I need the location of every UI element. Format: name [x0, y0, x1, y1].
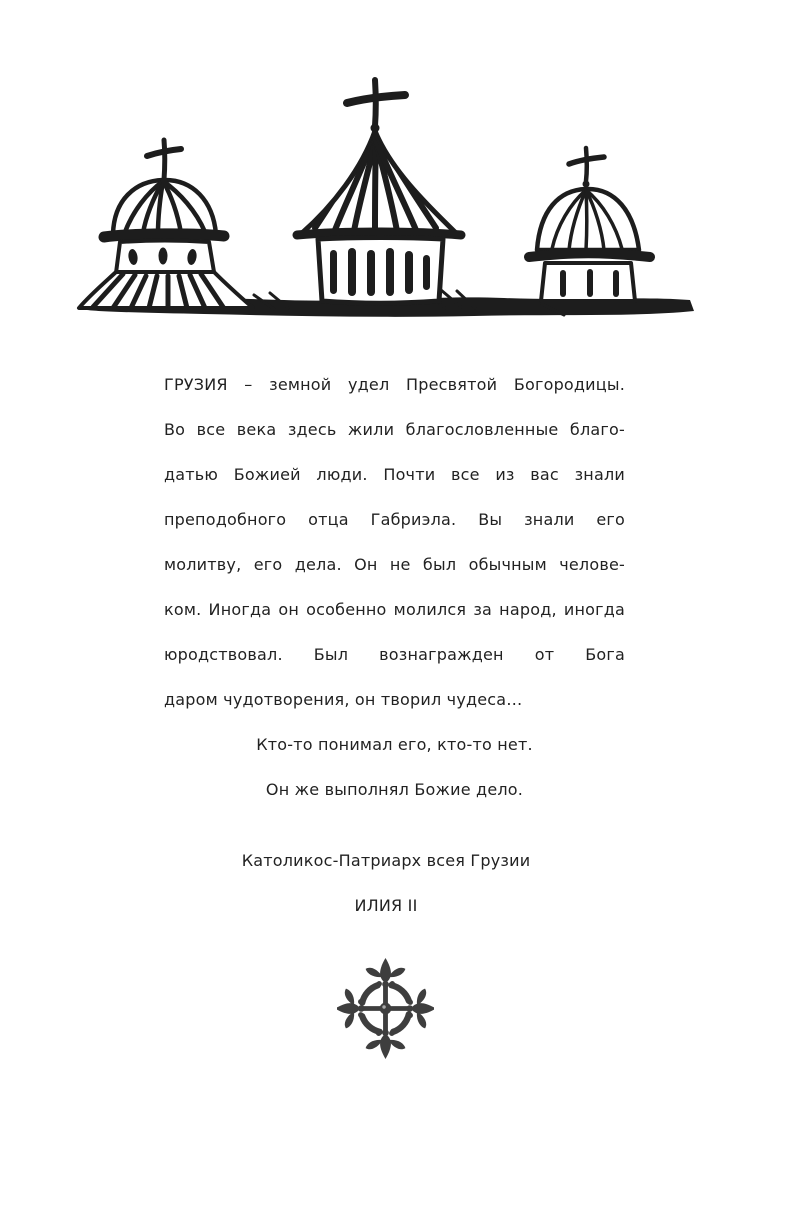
center-dome-cross-icon: [347, 80, 405, 126]
epigraph-line: Во все века здесь жили благословленные благо-: [164, 420, 625, 439]
epigraph-text: [164, 362, 625, 812]
attribution-title: Католикос-Патриарх всея Грузии: [241, 851, 531, 870]
epigraph-line: ком. Иногда он особенно молился за народ, иногда: [164, 600, 625, 619]
epigraph-centered-line: Он же выполнял Божие дело.: [265, 780, 524, 799]
church-domes-illustration: [72, 68, 717, 333]
left-dome: [79, 140, 253, 308]
attribution-name: ИЛИЯ II: [354, 896, 418, 915]
epigraph-centered-line: Кто-то понимал его, кто-то нет.: [256, 735, 533, 754]
epigraph-line: датью Божией люди. Почти все из вас знали: [164, 465, 625, 484]
epigraph-line: ГРУЗИЯ – земной удел Пресвятой Богородицы.: [164, 375, 625, 394]
epigraph-line: юродствовал. Был вознагражден от Бога: [164, 645, 625, 664]
attribution: [156, 838, 616, 928]
center-dome: [297, 80, 461, 303]
cross-fleury-ornament-icon: [337, 952, 434, 1065]
epigraph-line: преподобного отца Габриэла. Вы знали его: [164, 510, 625, 529]
epigraph-line: даром чудотворения, он творил чудеса…: [164, 690, 523, 709]
right-dome: [529, 148, 650, 301]
epigraph-line: молитву, его дела. Он не был обычным челове-: [164, 555, 625, 574]
right-dome-cross-icon: [569, 148, 604, 181]
left-dome-cross-icon: [147, 140, 181, 180]
